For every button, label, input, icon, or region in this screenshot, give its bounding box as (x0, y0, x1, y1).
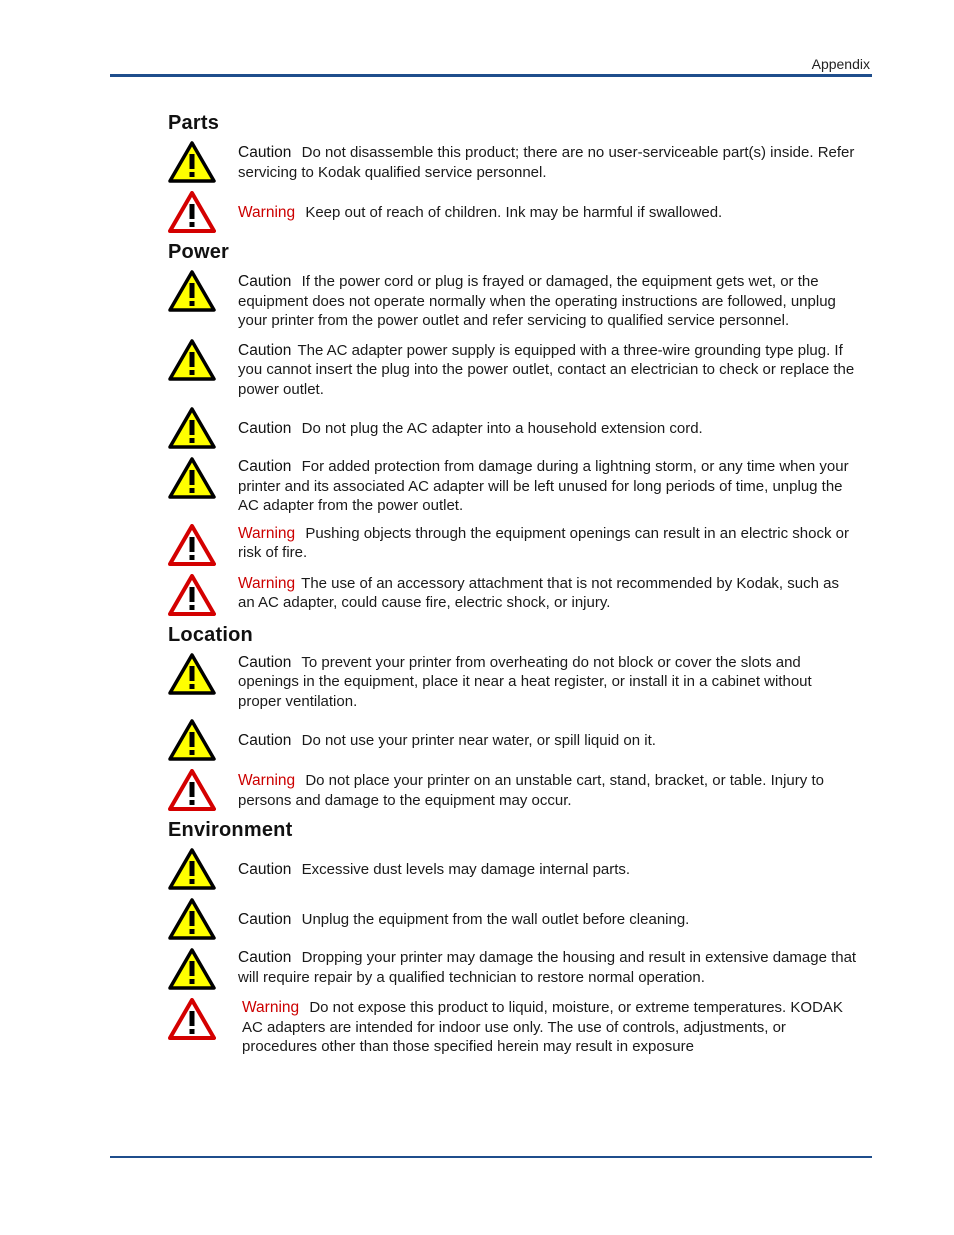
footer-rule (110, 1156, 872, 1158)
caution-triangle-icon (168, 948, 238, 990)
warning-label: Warning (238, 524, 296, 542)
notice-warning (168, 574, 858, 616)
notice-text (238, 719, 858, 751)
section-title: Power (168, 241, 230, 263)
warning-label: Warning (238, 204, 296, 221)
section-location (168, 624, 858, 812)
caution-triangle-icon (168, 457, 238, 499)
notice-text (238, 407, 858, 439)
notice-body: The AC adapter power supply is equipped with a three-wire grounding type plug. If you cannot insert the plug into the power outlet, contact an electrician to check or replace the power outlet. (238, 341, 855, 398)
notice-text (238, 898, 858, 930)
notice-body: To prevent your printer from overheating do not block or cover the slots and openings in the equipment, place it near a heat register, or install it in a cabinet without proper ventilation. (238, 653, 812, 710)
notice-body: Unplug the equipment from the wall outlet before cleaning. (301, 911, 690, 928)
warning-triangle-icon (168, 769, 238, 811)
caution-triangle-icon (168, 653, 238, 695)
notice-caution (168, 653, 858, 712)
notice-text (238, 653, 858, 712)
caution-label: Caution (238, 653, 292, 671)
notice-body: Excessive dust levels may damage internal parts. (301, 861, 631, 878)
notice-body: If the power cord or plug is frayed or damaged, the equipment gets wet, or the equipment does not operate normally when the operating instructions are followed, unplug your printer from the power outlet and refer servicing to qualified service personnel. (238, 273, 836, 329)
caution-label: Caution (238, 420, 292, 437)
notice-body: Do not disassemble this product; there are no user-serviceable part(s) inside. Refer servicing to Kodak qualified service personnel. (238, 144, 855, 181)
warning-label: Warning (238, 772, 296, 789)
notice-text (238, 191, 858, 223)
notice-caution (168, 719, 858, 761)
caution-triangle-icon (168, 270, 238, 312)
caution-label: Caution (238, 458, 292, 475)
notice-text (238, 769, 858, 810)
notice-caution (168, 457, 858, 516)
caution-triangle-icon (168, 898, 238, 940)
caution-triangle-icon (168, 339, 238, 381)
section-parts (168, 112, 858, 233)
caution-label: Caution (238, 732, 292, 749)
notice-text (238, 948, 858, 987)
notice-text (238, 524, 858, 563)
notice-body: Keep out of reach of children. Ink may be harmful if swallowed. (305, 204, 723, 221)
section-title: Parts (168, 112, 220, 134)
notice-body: Pushing objects through the equipment openings can result in an electric shock or risk of fire. (238, 524, 849, 561)
notice-body: For added protection from damage during a lightning storm, or any time when your printer and its associated AC adapter will be left unused for long periods of time, unplug the AC adapter from the power outlet. (238, 458, 849, 514)
notice-warning (168, 191, 858, 233)
caution-triangle-icon (168, 407, 238, 449)
warning-label: Warning (242, 999, 300, 1016)
notice-body: Do not expose this product to liquid, moisture, or extreme temperatures. KODAK AC adapters are intended for indoor use only. The use of controls, adjustments, or procedures other than those specified herein may result in exposure (242, 999, 843, 1055)
section-power (168, 241, 858, 616)
warning-triangle-icon (168, 574, 238, 616)
notice-text (238, 848, 858, 880)
notice-caution (168, 270, 858, 331)
page-content (168, 112, 858, 1065)
notice-caution (168, 339, 858, 400)
caution-label: Caution (238, 341, 292, 359)
notice-text (238, 339, 858, 400)
notice-warning (168, 769, 858, 811)
notice-caution (168, 898, 858, 940)
notice-text (238, 457, 858, 516)
warning-triangle-icon (168, 998, 238, 1040)
header-rule (110, 74, 872, 77)
notice-warning (168, 524, 858, 566)
section-environment (168, 819, 858, 1057)
notice-text (238, 574, 858, 613)
notice-body: Do not plug the AC adapter into a household extension cord. (301, 420, 703, 437)
caution-triangle-icon (168, 719, 238, 761)
caution-triangle-icon (168, 848, 238, 890)
section-title: Environment (168, 819, 293, 841)
notice-text (238, 998, 858, 1057)
notice-caution (168, 948, 858, 990)
caution-label: Caution (238, 273, 292, 290)
notice-caution (168, 407, 858, 449)
notice-caution (168, 141, 858, 183)
notice-text (238, 270, 858, 331)
notice-body: Dropping your printer may damage the housing and result in extensive damage that will require repair by a qualified technician to restore normal operation. (238, 949, 857, 986)
notice-body: Do not use your printer near water, or spill liquid on it. (301, 732, 656, 749)
warning-label: Warning (238, 574, 296, 592)
caution-label: Caution (238, 144, 292, 161)
header-label: Appendix (811, 56, 870, 72)
notice-body: Do not place your printer on an unstable cart, stand, bracket, or table. Injury to persons and damage to the equipment may occur. (238, 772, 824, 809)
notice-text (238, 141, 858, 182)
notice-body: The use of an accessory attachment that is not recommended by Kodak, such as an AC adapter, could cause fire, electric shock, or injury. (238, 574, 839, 611)
section-title: Location (168, 623, 253, 646)
caution-triangle-icon (168, 141, 238, 183)
caution-label: Caution (238, 911, 292, 928)
notice-warning (168, 998, 858, 1057)
warning-triangle-icon (168, 524, 238, 566)
warning-triangle-icon (168, 191, 238, 233)
notice-caution (168, 848, 858, 890)
caution-label: Caution (238, 949, 292, 966)
caution-label: Caution (238, 861, 292, 878)
